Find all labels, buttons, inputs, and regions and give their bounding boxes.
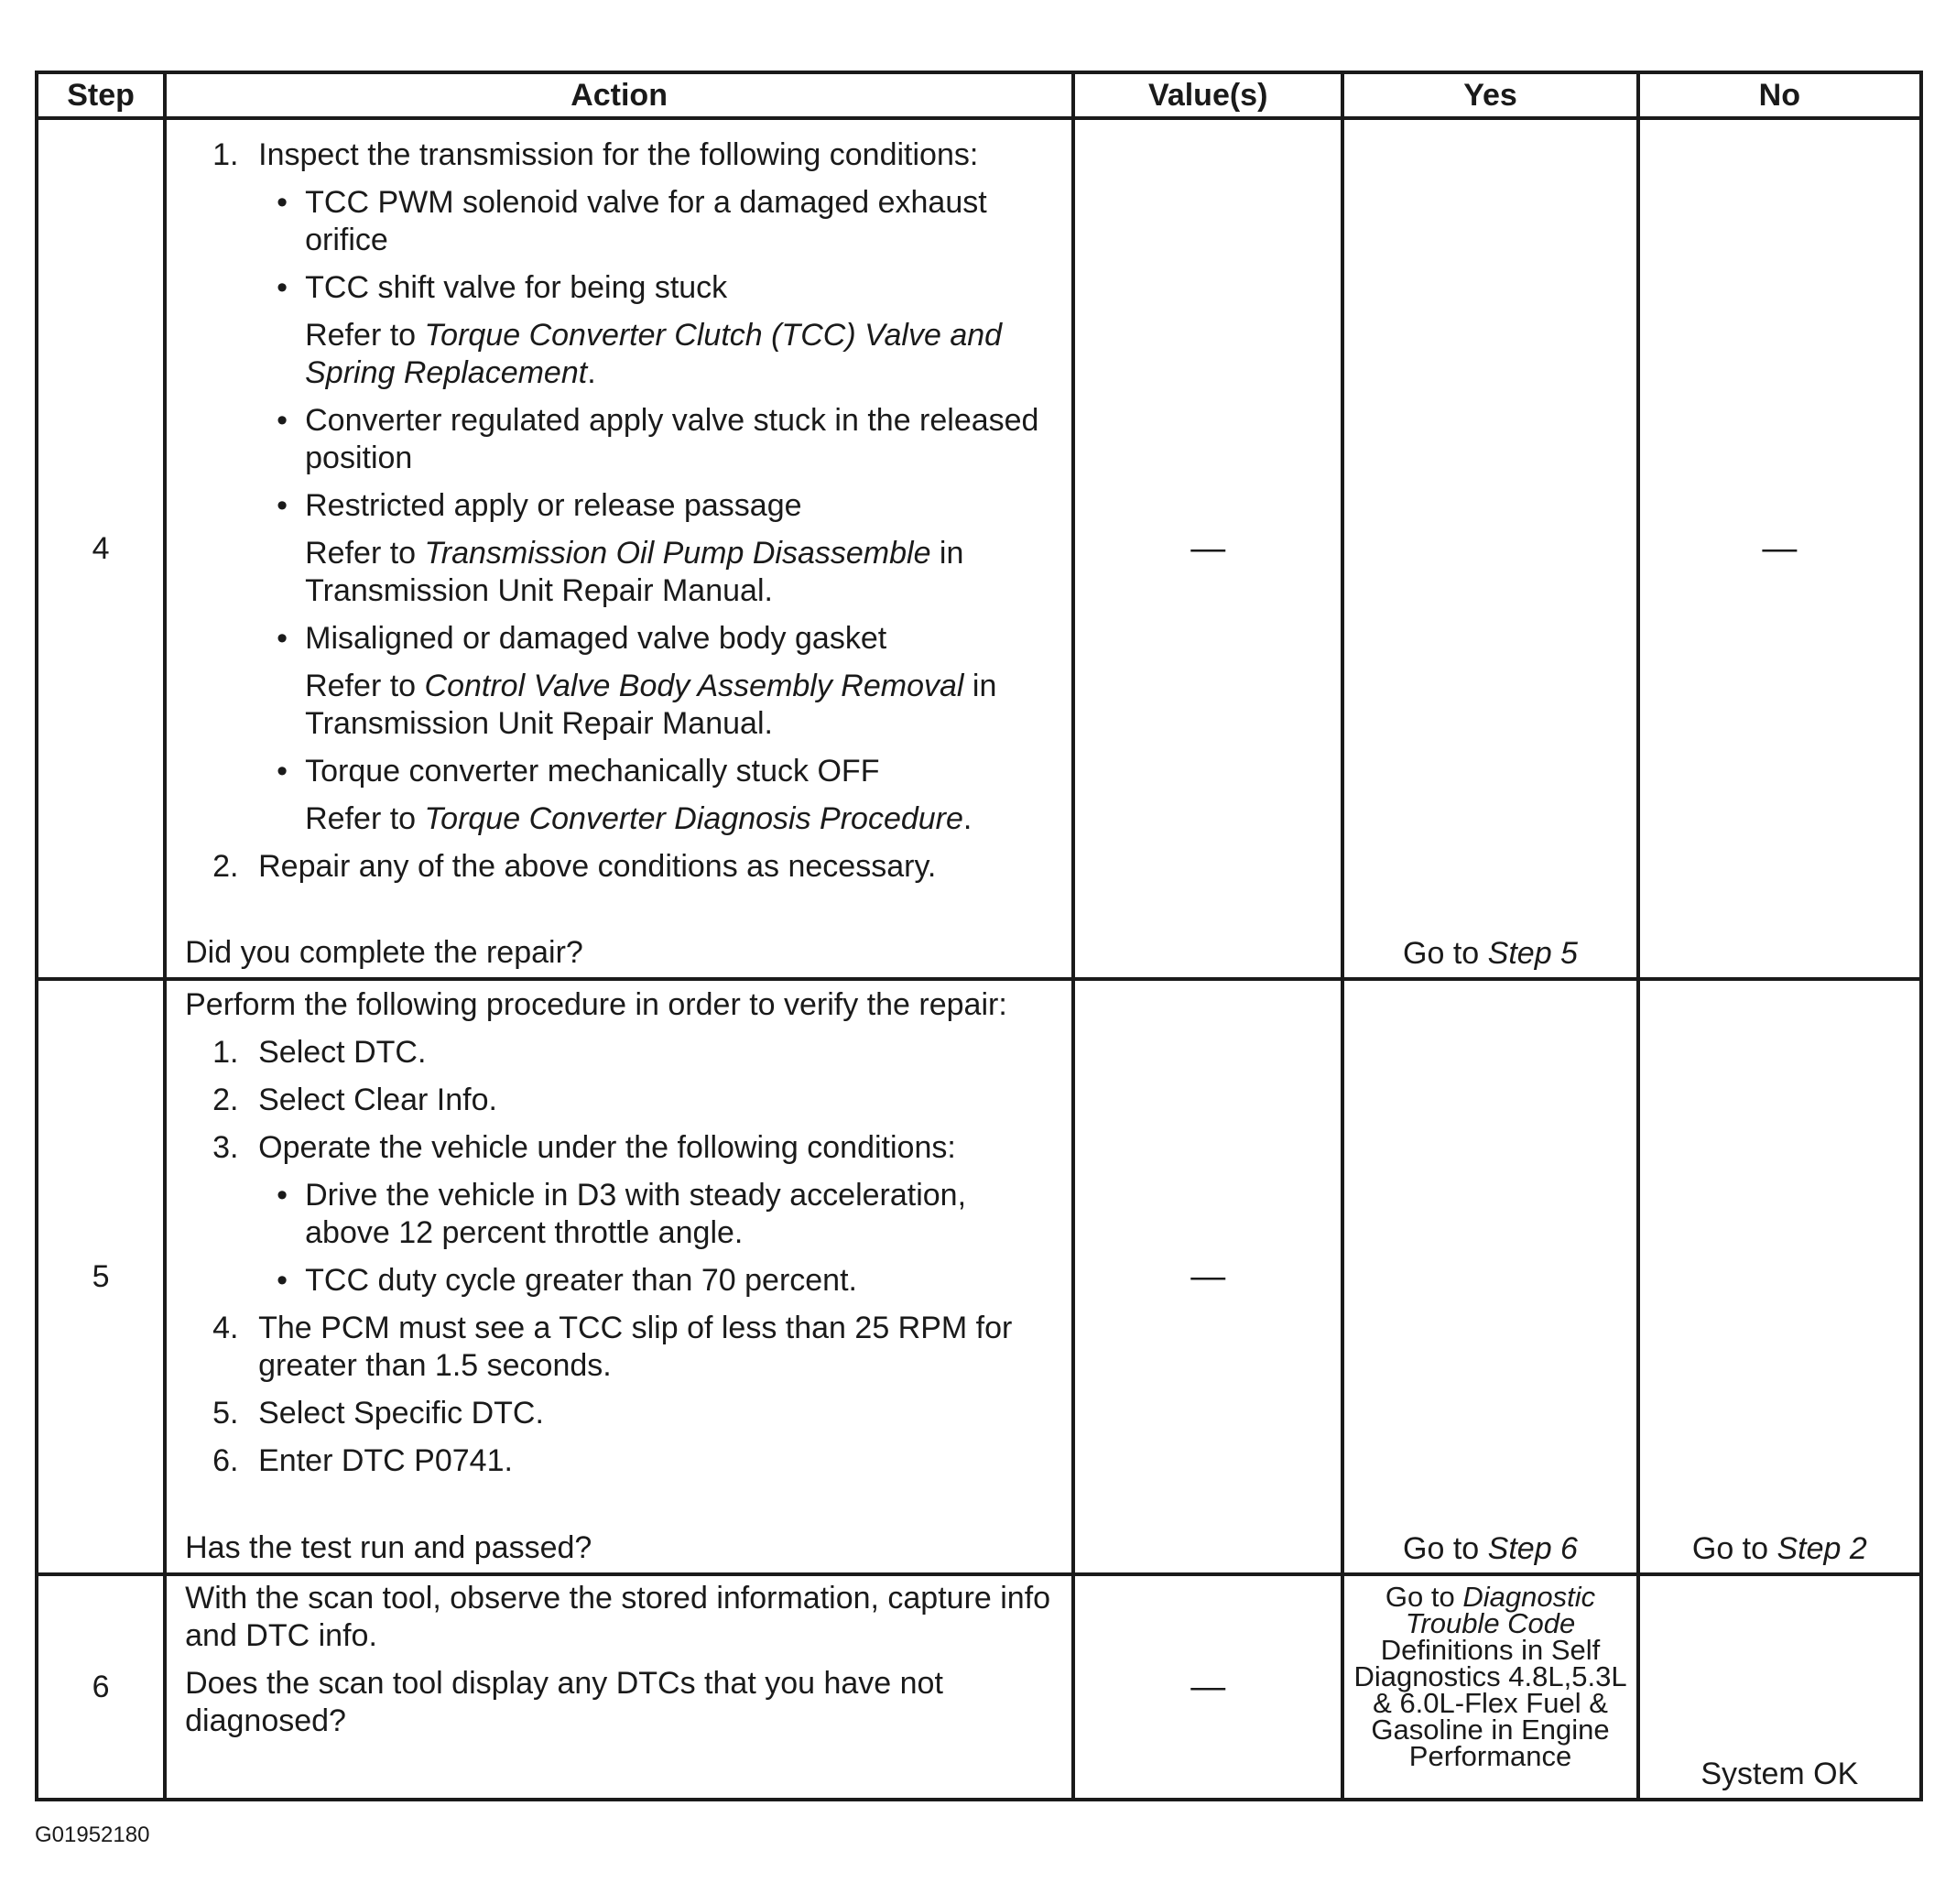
yes-step-link[interactable]: Step 6 [1487,1531,1578,1566]
no-step-link[interactable]: Step 2 [1777,1531,1867,1566]
yes-dtc-link[interactable]: Diagnostic Trouble Code [1405,1581,1596,1639]
table-row-step-4 [37,118,1921,979]
value-cell: — [1073,979,1342,1574]
value-cell: — [1073,118,1342,979]
numbered-item: 4. The PCM must see a TCC slip of less than 25 RPM for greater than 1.5 seconds. [212,1311,1013,1383]
reference-text: Refer to Torque Converter Diagnosis Procedure. [305,801,972,836]
reference-link[interactable]: Torque Converter Clutch (TCC) Valve and Spring Replacement [305,318,1003,390]
yes-cell: Go to Step 5 [1342,118,1637,979]
action-text: With the scan tool, observe the stored information, capture info and DTC info. [185,1581,1051,1653]
no-cell [1638,1574,1921,1800]
yes-cell: Go to Step 6 [1342,979,1637,1574]
header-step: Step [37,72,165,118]
reference-text: Refer to Torque Converter Clutch (TCC) Valve and Spring Replacement. [305,318,1003,390]
figure-id: G01952180 [35,1822,150,1847]
numbered-item: 3. Operate the vehicle under the following conditions: [212,1130,956,1165]
numbered-item: 2. Repair any of the above conditions as necessary. [212,849,937,884]
header-yes: Yes [1342,72,1637,118]
value-cell: — [1073,1574,1342,1800]
numbered-item: 1. Select DTC. [212,1035,427,1070]
numbered-item: 2. Select Clear Info. [212,1083,497,1117]
header-action: Action [165,72,1073,118]
bullet-item: • Torque converter mechanically stuck OFF [277,754,880,789]
reference-link[interactable]: Torque Converter Diagnosis Procedure [424,801,963,836]
numbered-item: 6. Enter DTC P0741. [212,1443,513,1478]
table-row-step-5 [37,979,1921,1574]
step-number: 5 [37,979,165,1574]
step-number: 4 [37,118,165,979]
header-no: No [1638,72,1921,118]
question-text: Did you complete the repair? [185,935,583,970]
reference-link[interactable]: Transmission Oil Pump Disassemble [424,536,931,571]
bullet-item: • TCC PWM solenoid valve for a damaged exhaust orifice [277,185,987,257]
action-cell [165,118,1073,979]
header-row [37,72,1921,118]
yes-cell: Go to Diagnostic Trouble Code Definitions in Self Diagnostics 4.8L,5.3L & 6.0L-Flex Fuel & Gasoline in Engine Performance [1342,1574,1637,1800]
reference-text: Refer to Transmission Oil Pump Disassemble in Transmission Unit Repair Manual. [305,536,964,608]
diagnostic-table [35,71,1923,1801]
action-cell [165,1574,1073,1800]
bullet-item: • Misaligned or damaged valve body gasket [277,621,887,656]
question-text: Does the scan tool display any DTCs that you have not diagnosed? [185,1666,943,1738]
table-row-step-6 [37,1574,1921,1800]
yes-step-link[interactable]: Step 5 [1487,936,1578,971]
bullet-item: • TCC duty cycle greater than 70 percent. [277,1263,857,1298]
bullet-item: • TCC shift valve for being stuck [277,270,728,305]
no-cell: — [1638,118,1921,979]
no-cell: Go to Step 2 [1638,979,1921,1574]
question-text: Has the test run and passed? [185,1530,592,1565]
step-number: 6 [37,1574,165,1800]
system-ok-text: System OK [1701,1757,1859,1791]
action-cell [165,979,1073,1574]
reference-text: Refer to Control Valve Body Assembly Removal in Transmission Unit Repair Manual. [305,669,997,741]
numbered-item: 5. Select Specific DTC. [212,1396,544,1431]
reference-link[interactable]: Control Valve Body Assembly Removal [424,669,964,703]
bullet-item: • Drive the vehicle in D3 with steady acceleration, above 12 percent throttle angle. [277,1178,967,1250]
header-values: Value(s) [1073,72,1342,118]
intro-text: Perform the following procedure in order to verify the repair: [185,987,1007,1022]
bullet-item: • Converter regulated apply valve stuck in the released position [277,403,1039,475]
bullet-item: • Restricted apply or release passage [277,488,802,523]
numbered-item: 1. Inspect the transmission for the following conditions: [212,137,979,172]
